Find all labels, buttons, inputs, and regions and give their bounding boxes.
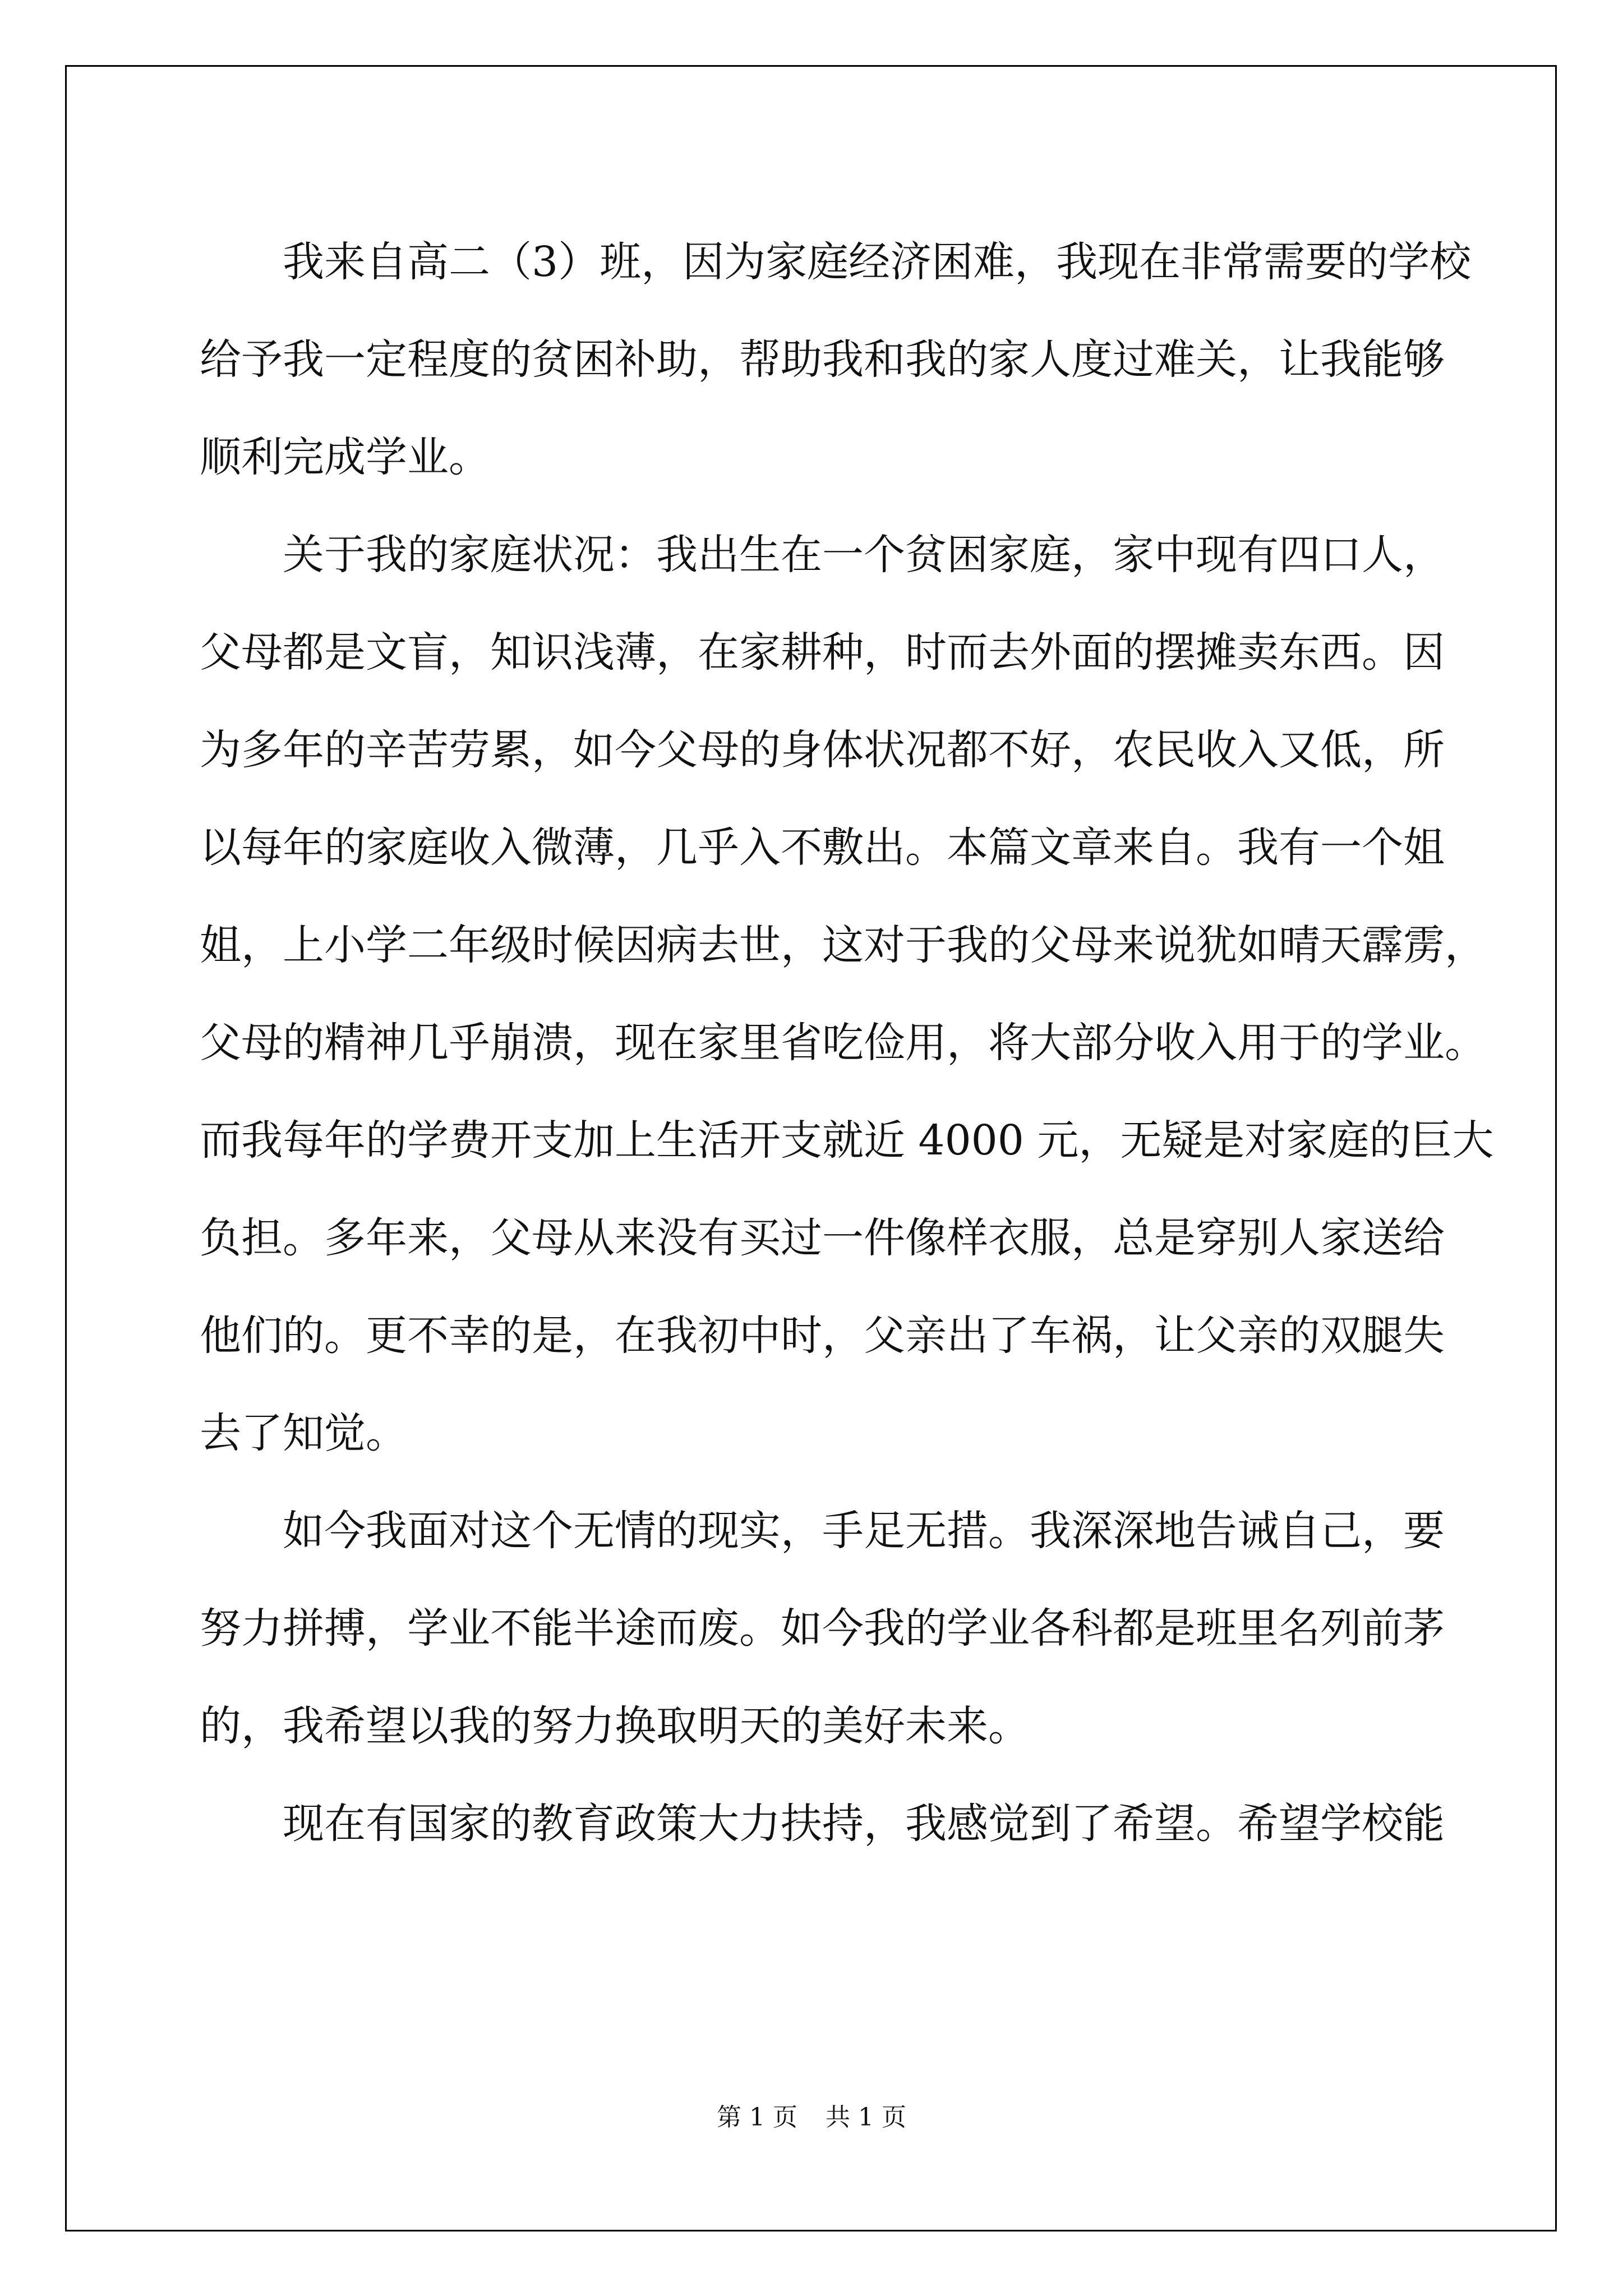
text-line: 父母的精神几乎崩溃，现在家里省吃俭用，将大部分收入用于的学业。 [200, 1019, 1486, 1067]
page-number-total: 共 1 页 [826, 2103, 906, 2132]
text-line: 给予我一定程度的贫困补助，帮助我和我的家人度过难关，让我能够 [200, 335, 1445, 384]
text-line: 以每年的家庭收入微薄，几乎入不敷出。本篇文章来自。我有一个姐 [200, 823, 1445, 872]
page-footer [0, 2097, 1623, 2133]
paragraph-1 [200, 213, 1472, 506]
text-line: 父母都是文盲，知识浅薄，在家耕种，时而去外面的摆摊卖东西。因 [200, 628, 1445, 677]
text-line: 为多年的辛苦劳累，如今父母的身体状况都不好，农民收入又低，所 [200, 726, 1445, 774]
paragraph-2 [200, 506, 1494, 1482]
paragraph-3 [200, 1482, 1445, 1775]
text-line: 现在有国家的教育政策大力扶持，我感觉到了希望。希望学校能 [200, 1800, 1445, 1848]
text-line: 他们的。更不幸的是，在我初中时，父亲出了车祸，让父亲的双腿失 [200, 1312, 1445, 1360]
text-line: 姐，上小学二年级时候因病去世，这对于我的父母来说犹如晴天霹雳， [200, 921, 1486, 969]
page-number-current: 第 1 页 [717, 2103, 797, 2132]
text-line: 的，我希望以我的努力换取明天的美好未来。 [200, 1702, 1030, 1750]
text-line: 顺利完成学业。 [200, 433, 490, 481]
document-body [200, 213, 1494, 1872]
text-line: 负担。多年来，父母从来没有买过一件像样衣服，总是穿别人家送给 [200, 1214, 1445, 1262]
text-line: 努力拼搏，学业不能半途而废。如今我的学业各科都是班里名列前茅 [200, 1604, 1445, 1653]
text-line: 去了知觉。 [200, 1409, 407, 1457]
text-line: 我来自高二（3）班，因为家庭经济困难，我现在非常需要的学校 [200, 238, 1472, 286]
paragraph-4 [200, 1775, 1445, 1872]
text-line: 如今我面对这个无情的现实，手足无措。我深深地告诫自己，要 [200, 1507, 1445, 1555]
text-line: 关于我的家庭状况：我出生在一个贫困家庭，家中现有四口人， [200, 531, 1445, 579]
text-line: 而我每年的学费开支加上生活开支就近 4000 元，无疑是对家庭的巨大 [200, 1116, 1494, 1165]
